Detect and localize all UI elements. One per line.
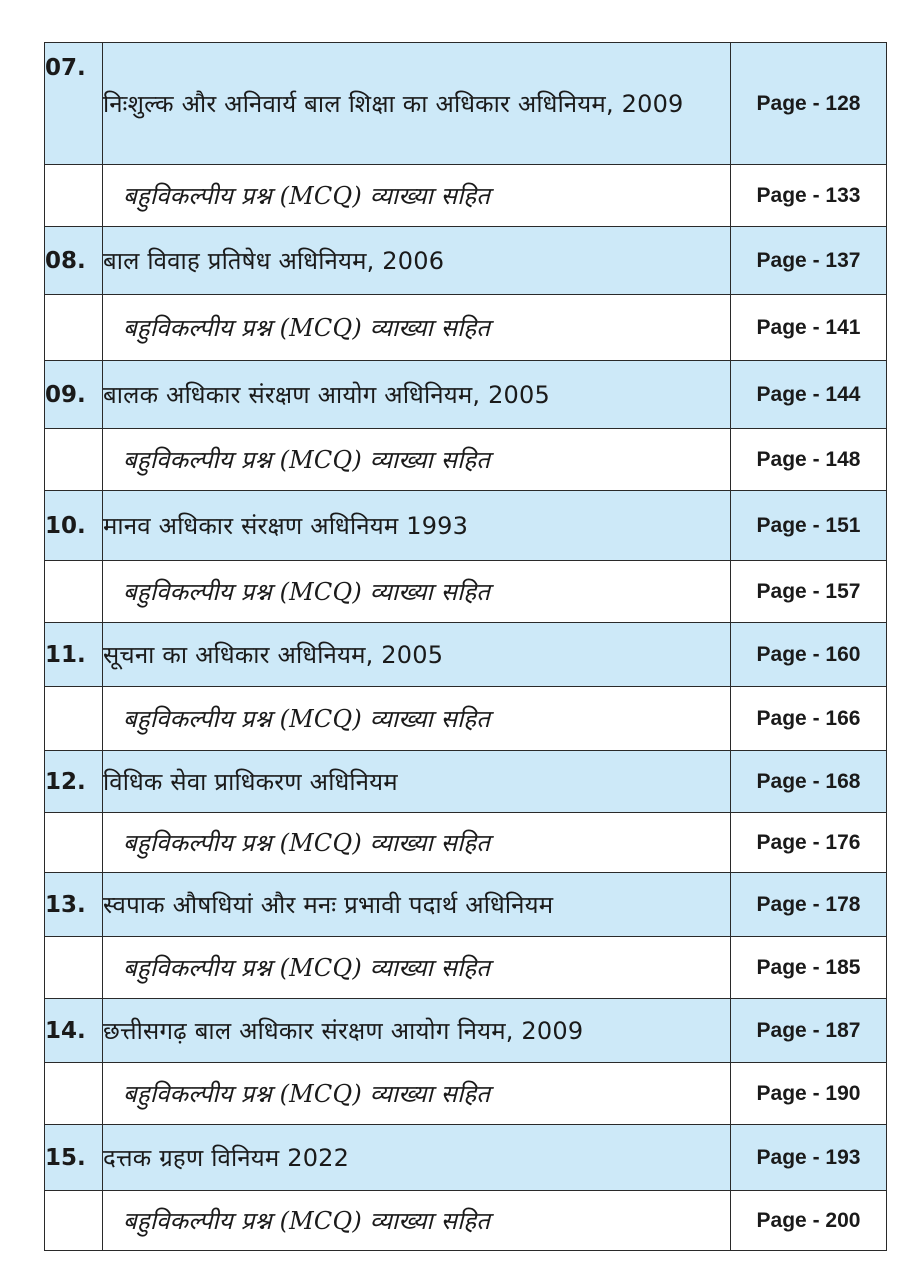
mcq-title: बहुविकल्पीय प्रश्न (MCQ) व्याख्या सहित (103, 295, 731, 361)
chapter-number (45, 687, 103, 751)
page-reference: Page - 168 (731, 751, 887, 813)
chapter-number: 11. (45, 623, 103, 687)
mcq-title: बहुविकल्पीय प्रश्न (MCQ) व्याख्या सहित (103, 813, 731, 873)
chapter-number: 15. (45, 1125, 103, 1191)
chapter-title: विधिक सेवा प्राधिकरण अधिनियम (103, 751, 731, 813)
table-of-contents (44, 42, 887, 1251)
toc-row-mcq (45, 813, 887, 873)
toc-row-chapter (45, 873, 887, 937)
chapter-number (45, 561, 103, 623)
chapter-title: बाल विवाह प्रतिषेध अधिनियम, 2006 (103, 227, 731, 295)
page-reference: Page - 185 (731, 937, 887, 999)
toc-row-mcq (45, 561, 887, 623)
chapter-number (45, 813, 103, 873)
page-reference: Page - 160 (731, 623, 887, 687)
page-reference: Page - 128 (731, 43, 887, 165)
chapter-title: दत्तक ग्रहण विनियम 2022 (103, 1125, 731, 1191)
chapter-number (45, 165, 103, 227)
page-reference: Page - 178 (731, 873, 887, 937)
toc-row-chapter (45, 227, 887, 295)
chapter-number: 10. (45, 491, 103, 561)
page-reference: Page - 157 (731, 561, 887, 623)
page-reference: Page - 193 (731, 1125, 887, 1191)
chapter-number: 07. (45, 43, 103, 165)
chapter-number: 14. (45, 999, 103, 1063)
page-reference: Page - 151 (731, 491, 887, 561)
toc-row-mcq (45, 1063, 887, 1125)
toc-row-mcq (45, 429, 887, 491)
mcq-title: बहुविकल्पीय प्रश्न (MCQ) व्याख्या सहित (103, 687, 731, 751)
chapter-number (45, 295, 103, 361)
chapter-number (45, 429, 103, 491)
toc-row-mcq (45, 687, 887, 751)
toc-row-mcq (45, 295, 887, 361)
mcq-title: बहुविकल्पीय प्रश्न (MCQ) व्याख्या सहित (103, 1191, 731, 1251)
chapter-title: छत्तीसगढ़ बाल अधिकार संरक्षण आयोग नियम, 2009 (103, 999, 731, 1063)
page-reference: Page - 166 (731, 687, 887, 751)
page-reference: Page - 176 (731, 813, 887, 873)
mcq-title: बहुविकल्पीय प्रश्न (MCQ) व्याख्या सहित (103, 561, 731, 623)
chapter-title: निःशुल्क और अनिवार्य बाल शिक्षा का अधिकार अधिनियम, 2009 (103, 43, 731, 165)
page-reference: Page - 141 (731, 295, 887, 361)
toc-body (45, 43, 887, 1251)
chapter-title: मानव अधिकार संरक्षण अधिनियम 1993 (103, 491, 731, 561)
chapter-number: 08. (45, 227, 103, 295)
toc-row-mcq (45, 165, 887, 227)
toc-row-chapter (45, 43, 887, 165)
toc-row-chapter (45, 361, 887, 429)
chapter-number (45, 1191, 103, 1251)
chapter-number (45, 937, 103, 999)
toc-row-mcq (45, 937, 887, 999)
page-reference: Page - 187 (731, 999, 887, 1063)
chapter-title: सूचना का अधिकार अधिनियम, 2005 (103, 623, 731, 687)
page-reference: Page - 190 (731, 1063, 887, 1125)
page-reference: Page - 133 (731, 165, 887, 227)
toc-row-chapter (45, 1125, 887, 1191)
mcq-title: बहुविकल्पीय प्रश्न (MCQ) व्याख्या सहित (103, 1063, 731, 1125)
mcq-title: बहुविकल्पीय प्रश्न (MCQ) व्याख्या सहित (103, 429, 731, 491)
chapter-title: स्वपाक औषधियां और मनः प्रभावी पदार्थ अधिनियम (103, 873, 731, 937)
chapter-number: 12. (45, 751, 103, 813)
toc-row-chapter (45, 623, 887, 687)
toc-row-mcq (45, 1191, 887, 1251)
mcq-title: बहुविकल्पीय प्रश्न (MCQ) व्याख्या सहित (103, 165, 731, 227)
chapter-title: बालक अधिकार संरक्षण आयोग अधिनियम, 2005 (103, 361, 731, 429)
toc-row-chapter (45, 999, 887, 1063)
chapter-number: 13. (45, 873, 103, 937)
page-reference: Page - 200 (731, 1191, 887, 1251)
chapter-number (45, 1063, 103, 1125)
toc-row-chapter (45, 491, 887, 561)
page-reference: Page - 144 (731, 361, 887, 429)
page-reference: Page - 148 (731, 429, 887, 491)
page-reference: Page - 137 (731, 227, 887, 295)
chapter-number: 09. (45, 361, 103, 429)
toc-row-chapter (45, 751, 887, 813)
mcq-title: बहुविकल्पीय प्रश्न (MCQ) व्याख्या सहित (103, 937, 731, 999)
